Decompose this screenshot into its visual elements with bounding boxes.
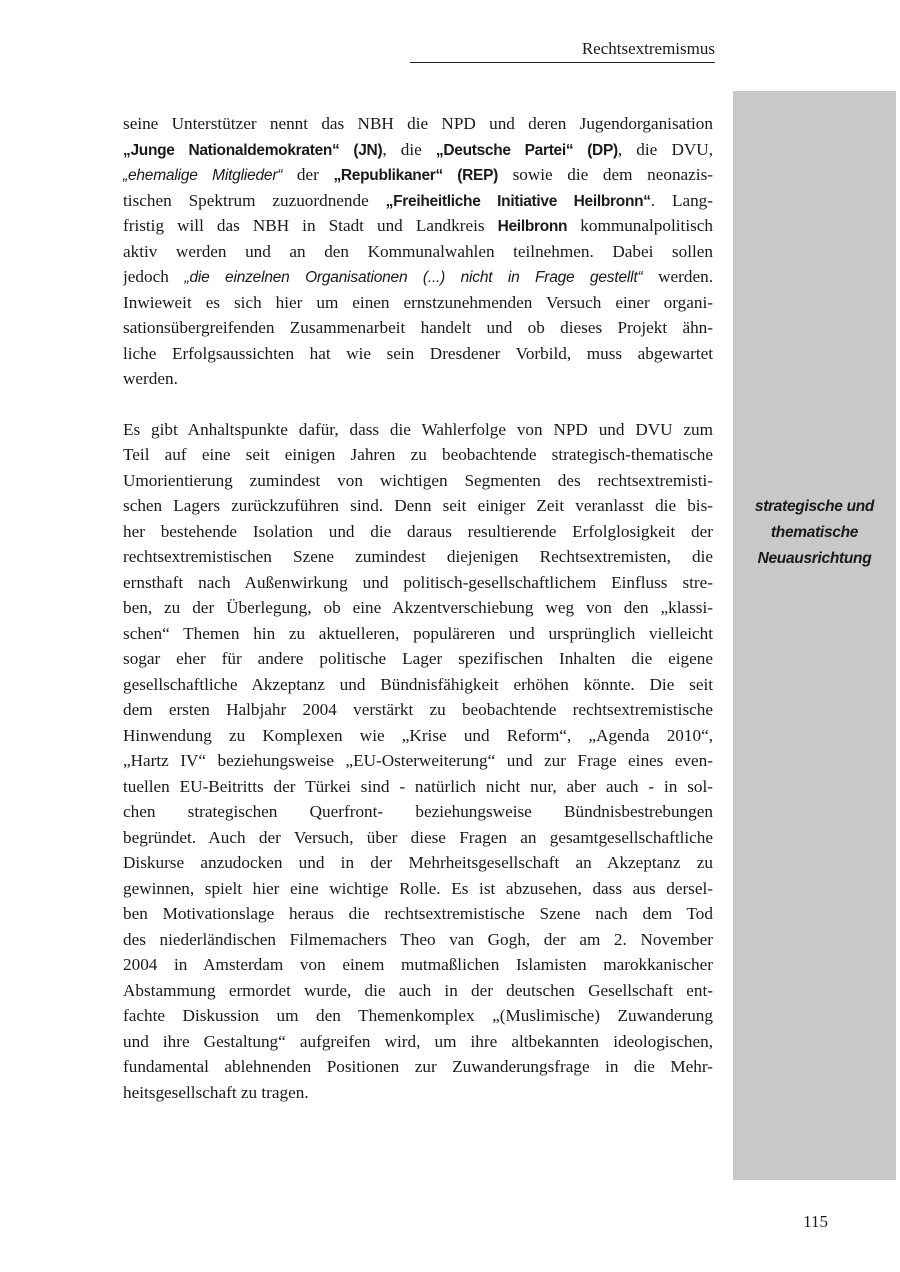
text-line: und ihre Gestaltung“ aufgreifen wird, um ihre altbekannten ideologischen,: [123, 1031, 713, 1051]
page-number: 115: [803, 1212, 828, 1231]
text-line: sationsübergreifenden Zusammenarbeit handelt und ob dieses Projekt ähn-: [123, 318, 713, 337]
text-line: ernsthaft nach Außenwirkung und politisch-gesellschaftlichem Einfluss stre-: [123, 572, 713, 592]
text-run: kommunalpolitisch: [567, 216, 713, 235]
text-line: [123, 137, 713, 163]
italic-quote: „die einzelnen Organisationen (...) nicht in Frage gestellt“: [184, 269, 643, 286]
text-line: 2004 in Amsterdam von einem mutmaßlichen Islamisten marokkanischer: [123, 955, 713, 974]
text-line: heitsgesellschaft zu tragen.: [123, 1082, 309, 1102]
text-run: jedoch: [123, 267, 185, 286]
bold-term: „Freiheitliche Initiative Heilbronn“: [385, 192, 651, 210]
text-line: dem ersten Halbjahr 2004 verstärkt zu beobachtende rechtsextremistische: [123, 700, 713, 719]
bold-term: „Republikaner“ (REP): [333, 167, 498, 184]
margin-note-line: strategische und: [754, 498, 875, 515]
text-line: begründet. Auch der Versuch, über diese Fragen an gesamtgesellschaftliche: [123, 827, 713, 847]
text-line: [123, 162, 713, 188]
text-line: des niederländischen Filmemachers Theo van Gogh, der am 2. November: [123, 929, 713, 949]
text-line: gesellschaftliche Akzeptanz und Bündnisfähigkeit erhöhen könnte. Die seit: [123, 674, 713, 694]
text-line: [123, 264, 713, 290]
text-run: fristig will das NBH in Stadt und Landkreis: [123, 216, 498, 235]
running-title: Rechtsextremismus: [581, 39, 715, 58]
text-line: aktiv werden und an den Kommunalwahlen teilnehmen. Dabei sollen: [123, 241, 713, 261]
text-line: Hinwendung zu Komplexen wie „Krise und Reform“, „Agenda 2010“,: [123, 725, 713, 745]
text-line: werden.: [123, 369, 178, 388]
text-line: [123, 213, 713, 239]
text-run: , die DVU,: [617, 139, 713, 159]
text-run: sowie die dem neonazis-: [497, 165, 713, 184]
margin-note-line: thematische: [770, 524, 859, 541]
margin-note: [733, 494, 896, 572]
text-line: gewinnen, spielt hier eine wichtige Rolle. Es ist abzusehen, dass aus dersel-: [123, 878, 713, 898]
text-run: , die: [382, 139, 436, 159]
text-line: fachte Diskussion um den Themenkomplex „(Muslimische) Zuwanderung: [123, 1006, 713, 1025]
text-line: ben, zu der Überlegung, ob eine Akzentverschiebung weg von den „klassi-: [123, 598, 713, 617]
margin-note-line: Neuausrichtung: [757, 550, 872, 567]
body-text: [123, 111, 713, 1105]
text-line: ben Motivationslage heraus die rechtsextremistische Szene nach dem Tod: [123, 904, 713, 923]
paragraph-gap: [123, 392, 713, 417]
text-line: rechtsextremistischen Szene zumindest diejenigen Rechtsextremisten, die: [123, 547, 713, 566]
bold-term: „Junge Nationaldemokraten“ (JN): [123, 141, 383, 159]
text-line: seine Unterstützer nennt das NBH die NPD und deren Jugendorganisation: [123, 114, 713, 133]
text-line: Diskurse anzudocken und in der Mehrheitsgesellschaft an Akzeptanz zu: [123, 853, 713, 872]
text-line: Umorientierung zumindest von wichtigen Segmenten des rechtsextremisti-: [123, 470, 713, 490]
text-run: tischen Spektrum zuzuordnende: [123, 190, 386, 210]
paragraph-1: [123, 111, 713, 392]
text-run: der: [282, 165, 334, 184]
text-line: schen“ Themen hin zu aktuelleren, populäreren und ursprünglich vielleicht: [123, 623, 713, 643]
text-line: „Hartz IV“ beziehungsweise „EU-Osterweiterung“ und zur Frage eines even-: [123, 751, 713, 770]
text-line: schen Lagers zurückzuführen sind. Denn seit einiger Zeit veranlasst die bis-: [123, 496, 713, 515]
text-line: Es gibt Anhaltspunkte dafür, dass die Wahlerfolge von NPD und DVU zum: [123, 419, 713, 439]
text-line: [123, 188, 713, 214]
text-line: liche Erfolgsaussichten hat wie sein Dresdener Vorbild, muss abgewartet: [123, 343, 713, 363]
text-line: Inwieweit es sich hier um einen ernstzunehmenden Versuch einer organi-: [123, 292, 713, 312]
text-line: sogar eher für andere politische Lager spezifischen Inhalten die eigene: [123, 649, 713, 668]
italic-quote: „ehemalige Mitglieder“: [123, 167, 283, 184]
text-line: Teil auf eine seit einigen Jahren zu beobachtende strategisch-thematische: [123, 445, 713, 464]
sidebar-panel: [733, 91, 896, 1180]
text-line: fundamental ablehnenden Positionen zur Zuwanderungsfrage in die Mehr-: [123, 1057, 713, 1076]
text-line: tuellen EU-Beitritts der Türkei sind - natürlich nicht nur, aber auch - in sol-: [123, 776, 713, 796]
bold-term: Heilbronn: [497, 218, 568, 235]
text-run: werden.: [642, 267, 713, 286]
running-header: [410, 38, 715, 63]
text-line: her bestehende Isolation und die daraus resultierende Erfolglosigkeit der: [123, 521, 713, 541]
text-run: . Lang-: [650, 190, 713, 210]
text-line: Abstammung ermordet wurde, die auch in der deutschen Gesellschaft ent-: [123, 980, 713, 1000]
text-line: chen strategischen Querfront- beziehungsweise Bündnisbestrebungen: [123, 802, 713, 821]
bold-term: „Deutsche Partei“ (DP): [435, 141, 618, 159]
paragraph-2: [123, 417, 713, 1106]
